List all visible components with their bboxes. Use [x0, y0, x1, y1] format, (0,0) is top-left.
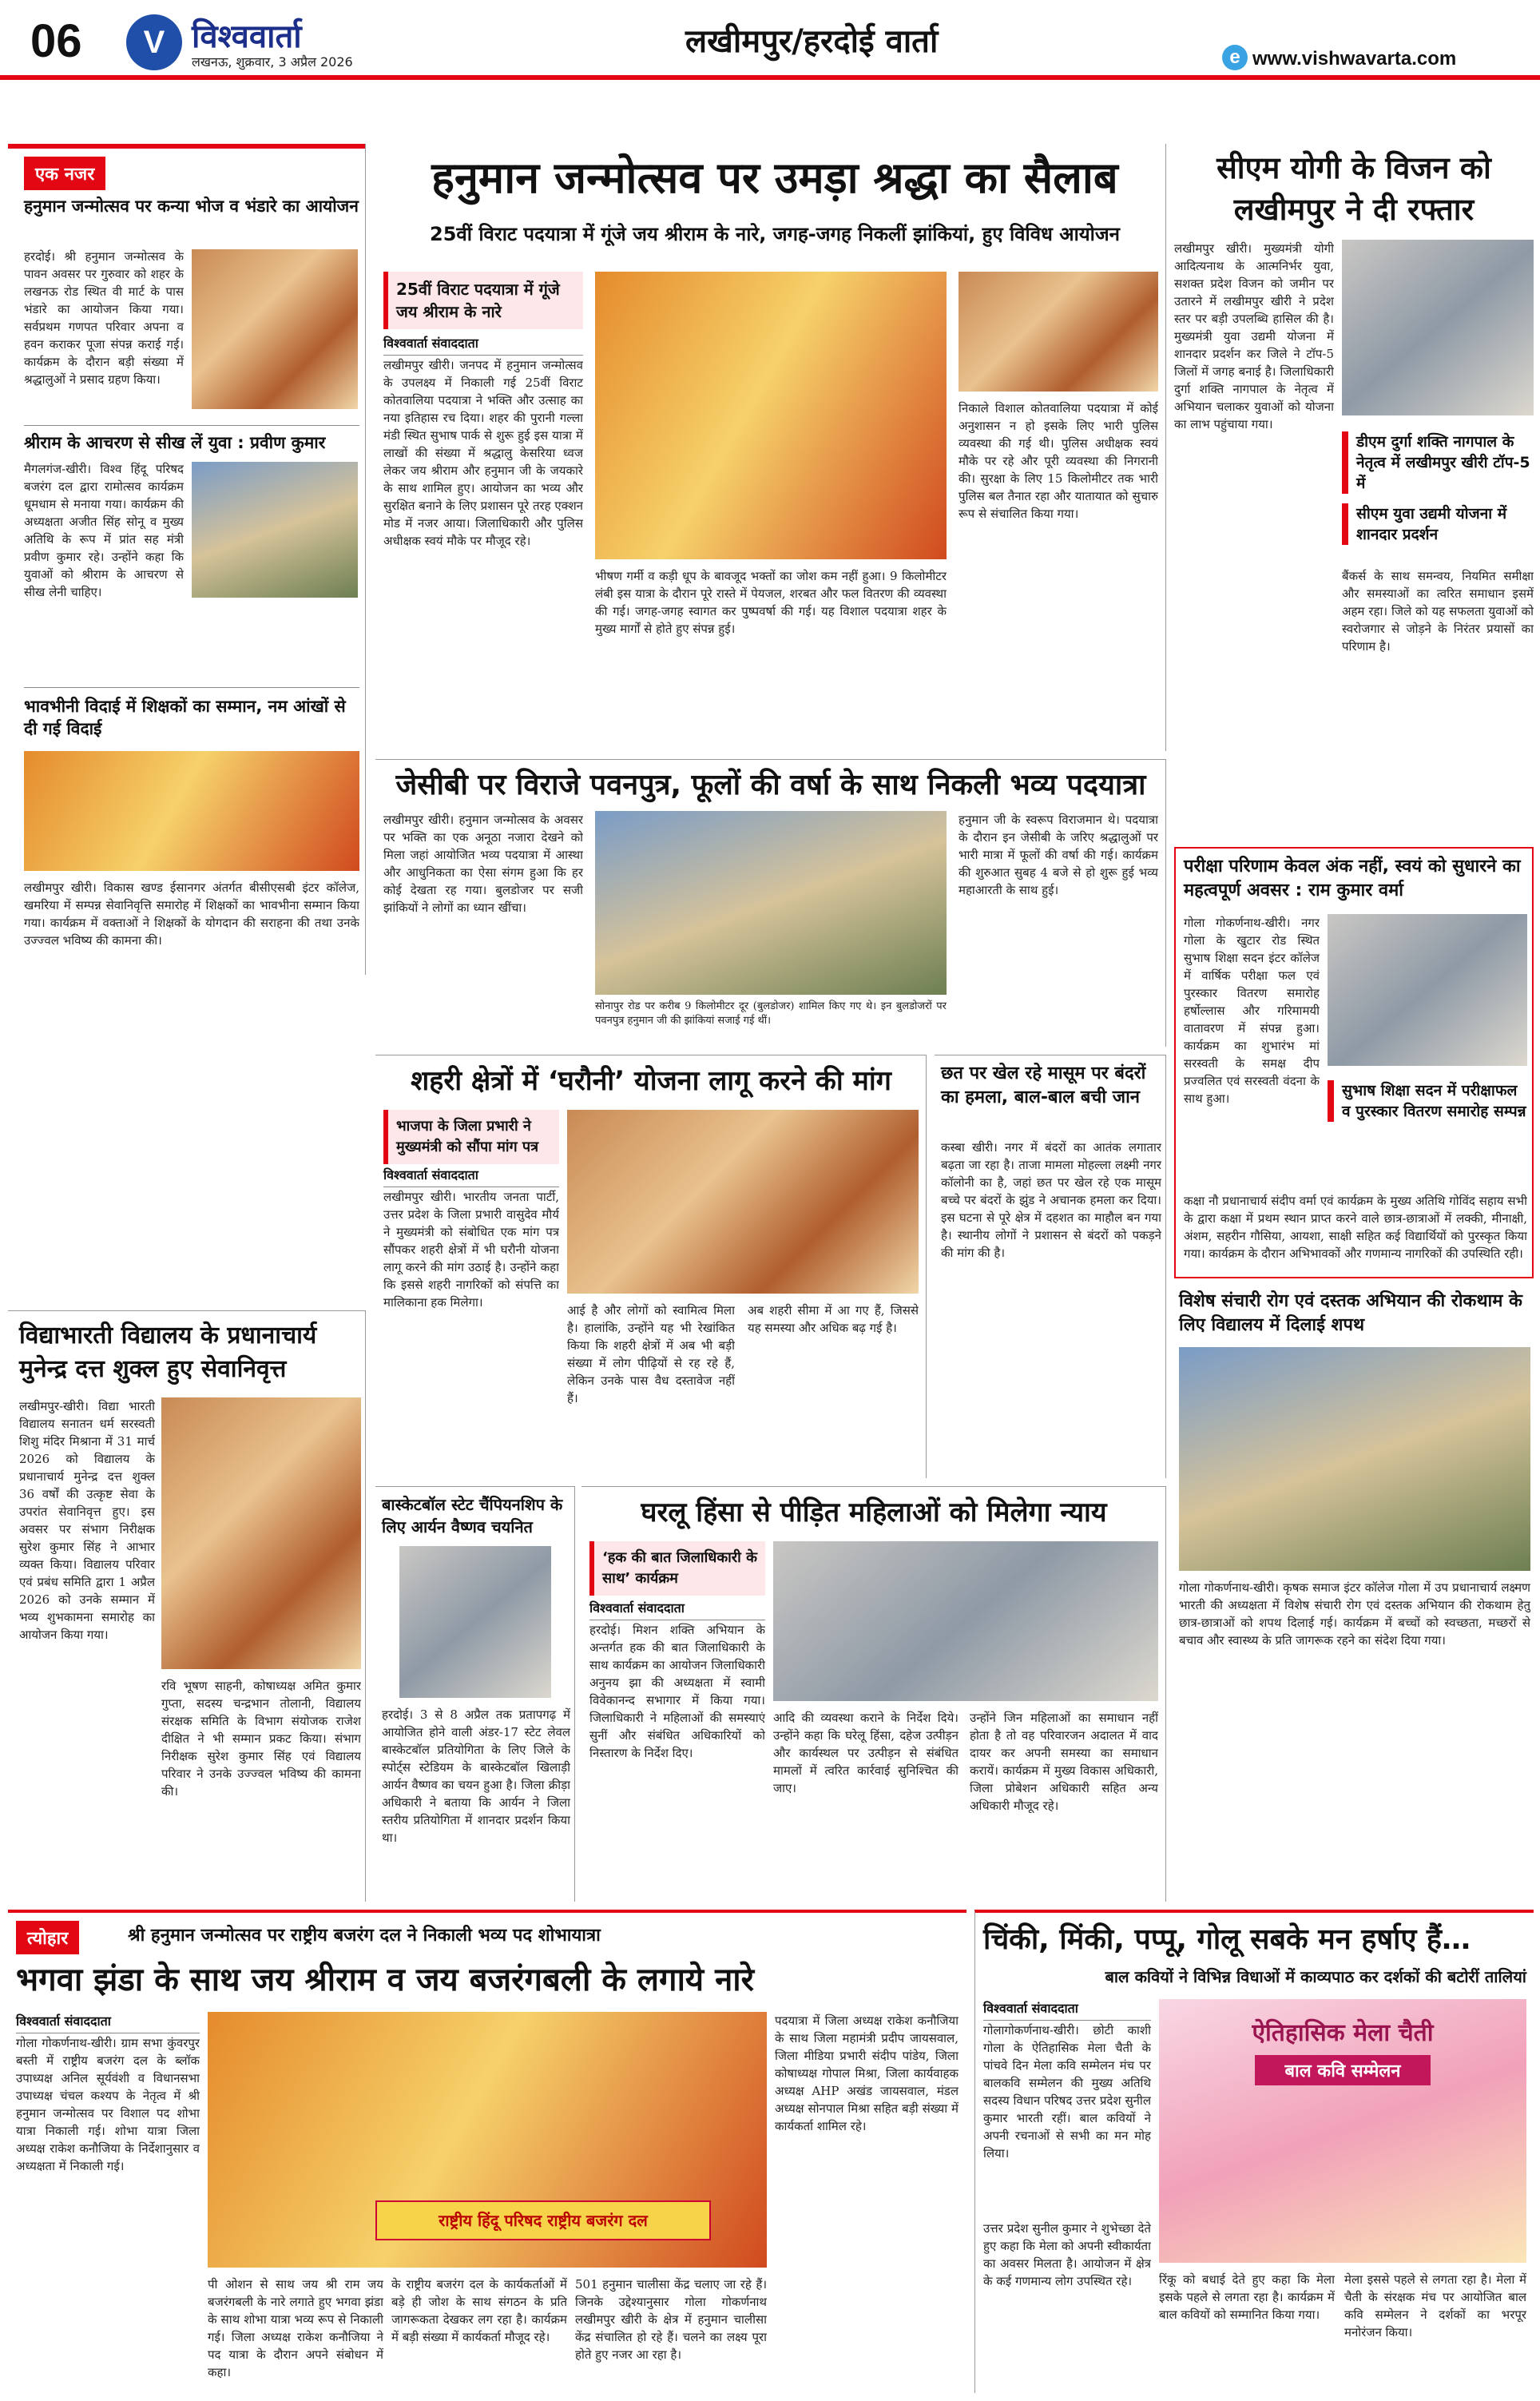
- kavi-headline: चिंकी, मिंकी, पप्पू, गोलू सबके मन हर्षाए हैं…: [983, 1923, 1471, 1956]
- lead-body-3: निकाले विशाल कोतवालिया पदयात्रा में कोई अनुशासन न हो इसके लिए भारी पुलिस व्यवस्था की गई थी। पुलिस अधीक्षक स्वयं मौके पर रहे और पूरी व्यवस्था की निगरानी की। सुरक्षा के लिए 15 किलोमीटर तक भारी पुलिस बल तैनात रहा और यातायात को सुचारु रूप से संचालित किया गया।: [959, 401, 1158, 521]
- tyohar-body-2: पी ओशन से साथ जय श्री राम जय बजरंगबली के नारे लगाते हुए भगवा झंडा के साथ शोभा यात्रा भव्य रूप से निकाली गई। जिला अध्यक्ष राकेश कनौजिया ने पद यात्रा के दौरान अपने संबोधन में कहा।: [208, 2277, 383, 2379]
- pariksha-body: गोला गोकर्णनाथ-खीरी। नगर गोला के खुटार रोड स्थित सुभाष शिक्षा सदन इंटर कॉलेज में वार्षिक परीक्षा फल एवं पुरस्कार वितरण समारोह हर्षोल्लास और गरिमामयी वातावरण में संपन्न हुआ। कार्यक्रम का शुभारंभ मां सरस्वती के समक्ष दीप प्रज्वलित एवं सरस्वती वंदना के साथ हुआ।: [1184, 916, 1320, 1106]
- tyohar-body-5: पदयात्रा में जिला अध्यक्ष राकेश कनौजिया के साथ जिला महामंत्री प्रदीप जायसवाल, जिला मीडिया प्रभारी संदीप पांडेय, जिला कोषाध्यक्ष गोपाल मिश्रा, जिला कार्यवाहक अध्यक्ष AHP अखंड जायसवाल, मंडल अध्यक्ष सोनपाल मिश्रा सहित बड़ी संख्या में कार्यकर्ता शामिल रहे।: [775, 2013, 959, 2133]
- jcb-body: लखीमपुर खीरी। हनुमान जन्मोत्सव के अवसर पर भक्ति का एक अनूठा नजारा देखने को मिला जहां आयोजित भव्य पदयात्रा में आस्था और आधुनिकता का ऐसा संगम हुआ कि हर कोई देखता रह गया। बुलडोजर पर सजी झांकियों ने लोगों का ध्यान खींचा।: [383, 813, 583, 915]
- tyohar-story: [8, 1910, 966, 2393]
- lead-callout: 25वीं विराट पदयात्रा में गूंजे जय श्रीराम के नारे: [383, 272, 583, 329]
- gharauni-story: [375, 1055, 927, 1478]
- brief-2-photo: [192, 462, 358, 598]
- gharelu-byline: विश्ववार्ता संवाददाता: [589, 1599, 765, 1620]
- brand-name: विश्ववार्ता: [192, 18, 302, 55]
- gharelu-callout: ‘हक की बात जिलाधिकारी के साथ’ कार्यक्रम: [589, 1541, 765, 1596]
- athlete-portrait: [399, 1546, 551, 1698]
- lead-body: लखीमपुर खीरी। जनपद में हनुमान जन्मोत्सव के उपलक्ष्य में निकाली गई 25वीं विराट कोतवालिया पदयात्रा ने भक्ति और उत्साह का नया इतिहास रच दिया। शहर की पुरानी गल्ला मंडी स्थित सुभाष पार्क से शुरू हुई इस यात्रा में लाखों की संख्या में श्रद्धालु केसरिया ध्वज लेकर जय श्रीराम और हनुमान जी के जयकारे के साथ शामिल हुए। आयोजन का भव्य और सुरक्षित बनाने के लिए प्रशासन पूरे तरह एक्शन मोड में नजर आया। जिलाधिकारी और पुलिस अधीक्षक स्वयं मौके पर मौजूद रहे।: [383, 358, 583, 548]
- mela-banner-title: ऐतिहासिक मेला चैती: [1252, 2019, 1434, 2047]
- brand-logo: V: [126, 14, 182, 70]
- gharauni-callout: भाजपा के जिला प्रभारी ने मुख्यमंत्री को सौंपा मांग पत्र: [383, 1110, 559, 1164]
- brief-2-headline: श्रीराम के आचरण से सीख लें युवा : प्रवीण कुमार: [24, 433, 326, 452]
- vidyabharati-story: [8, 1310, 366, 1902]
- pariksha-headline: परीक्षा परिणाम केवल अंक नहीं, स्वयं को सुधारने का महत्वपूर्ण अवसर : राम कुमार वर्मा: [1184, 857, 1521, 900]
- tyohar-body-4: 501 हनुमान चालीसा केंद्र चलाए जा रहे हैं। जिनके उद्देश्यानुसार गोला गोकर्णनाथ लखीमपुर खीरी के क्षेत्र में हनुमान चालीसा केंद्र संचालित हो रहे हैं। चलने का लक्ष्य पूरा होते हुए नजर आ रहा है।: [575, 2277, 767, 2362]
- yogi-bullet-2: सीएम युवा उद्यमी योजना में शानदार प्रदर्शन: [1342, 503, 1534, 545]
- gharauni-body: लखीमपुर खीरी। भारतीय जनता पार्टी, उत्तर प्रदेश के जिला प्रभारी वासुदेव मौर्य ने मुख्यमंत्री को संबोधित एक मांग पत्र सौंपकर शहरी क्षेत्रों में भी घरौनी योजना लागू करने की मांग उठाई है। उन्होंने कहा कि इससे शहरी नागरिकों को संपत्ति का मालिकाना हक मिलेगा।: [383, 1190, 559, 1310]
- vidyabharati-photo: [161, 1397, 361, 1669]
- vishesh-body: गोला गोकर्णनाथ-खीरी। कृषक समाज इंटर कॉलेज गोला में उप प्रधानाचार्य लक्ष्मण भारती की अध्यक्षता में विशेष संचारी रोग एवं दस्तक अभियान की रोकथाम हेतु छात्र-छात्राओं को शपथ दिलाई गई। कार्यक्रम में बच्चों को स्वच्छता, मच्छरों से बचाव और स्वास्थ्य के प्रति जागरूक रहने का संदेश दिया गया।: [1179, 1580, 1530, 1648]
- ek-nazar-tag: एक नजर: [24, 157, 105, 190]
- jcb-caption: सोनापुर रोड पर करीब 9 किलोमीटर दूर (बुलडोजर) शामिल किए गए थे। इन बुलडोजरों पर पवनपुत्र हनुमान जी की झांकियां सजाई गई थीं।: [595, 1000, 947, 1027]
- basketball-story: [375, 1486, 575, 1902]
- jcb-photo: [595, 811, 947, 995]
- chhat-body: कस्बा खीरी। नगर में बंदरों का आतंक लगातार बढ़ता जा रहा है। ताजा मामला मोहल्ला लक्ष्मी नगर कॉलोनी का है, जहां छत पर खेल रहे एक मासूम बच्चे पर बंदरों के झुंड ने अचानक हमला कर दिया। इस घटना से पूरे क्षेत्र में दहशत का माहौल बन गया है। स्थानीय लोगों ने प्रशासन से बंदरों को पकड़ने की मांग की है।: [941, 1140, 1161, 1260]
- pariksha-photo: [1328, 914, 1527, 1066]
- gharauni-body-2: आई है और लोगों को स्वामित्व मिला है। हालांकि, उन्होंने यह भी रेखांकित किया कि शहरी क्षेत्रों में अब भी बड़ी संख्या में लोग पीढ़ियों से रह रहे हैं, लेकिन उनके पास वैध दस्तावेज नहीं हैं।: [567, 1303, 735, 1405]
- kavi-body: गोलागोकर्णनाथ-खीरी। छोटी काशी गोला के ऐतिहासिक मेला चैती के पांचवे दिन मेला कवि सम्मेलन मंच पर बालकवि सम्मेलन की मुख्य अतिथि सदस्य विधान परिषद उत्तर प्रदेश सुनील कुमार भारती रहीं। बाल कवियों ने अपनी रचनाओं से सभी का मन मोह लिया।: [983, 2023, 1151, 2161]
- kavi-body-2: उत्तर प्रदेश सुनील कुमार ने शुभेच्छा देते हुए कहा कि मेला को अपनी स्वीकार्यता का अवसर मिलता है। आयोजन में क्षेत्र के कई गणमान्य लोग उपस्थित रहे।: [983, 2221, 1151, 2288]
- tyohar-banner: राष्ट्रीय हिंदू परिषद राष्ट्रीय बजरंग दल: [375, 2200, 711, 2240]
- kavi-byline: विश्ववार्ता संवाददाता: [983, 1999, 1151, 2021]
- yogi-body: लखीमपुर खीरी। मुख्यमंत्री योगी आदित्यनाथ के आत्मनिर्भर युवा, सशक्त प्रदेश विजन को जमीन पर उतारने में लखीमपुर खीरी ने प्रदेश स्तर पर बड़ी उपलब्धि हासिल की है। मुख्यमंत्री युवा उद्यमी योजना में शानदार प्रदर्शन कर जिले ने टॉप-5 जिलों में जगह बनाई है। जिलाधिकारी दुर्गा शक्ति नागपाल के नेतृत्व में अभियान चलाकर युवाओं को योजना का लाभ पहुंचाया गया।: [1174, 241, 1334, 431]
- basketball-headline: बास्केटबॉल स्टेट चैंपियनशिप के लिए आर्यन वैष्णव चयनित: [382, 1495, 563, 1536]
- tyohar-headline: भगवा झंडा के साथ जय श्रीराम व जय बजरंगबली के लगाये नारे: [16, 1962, 754, 1998]
- pariksha-bullet: सुभाष शिक्षा सदन में परीक्षाफल व पुरस्कार वितरण समारोह सम्पन्न: [1328, 1080, 1527, 1122]
- tyohar-kicker: श्री हनुमान जन्मोत्सव पर राष्ट्रीय बजरंग दल ने निकाली भव्य पद शोभायात्रा: [128, 1926, 601, 1946]
- kavi-body-3: रिंकू को बधाई देते हुए कहा कि मेला इसके पहले से लगता रहा है। कार्यक्रम में बाल कवियों को सम्मानित किया गया।: [1159, 2272, 1335, 2322]
- page-number: 06: [30, 15, 82, 67]
- tyohar-tag: त्योहार: [16, 1921, 79, 1954]
- gharauni-photo: [567, 1110, 919, 1294]
- dm-portrait: [1342, 240, 1534, 415]
- tyohar-byline: विश्ववार्ता संवाददाता: [16, 2012, 200, 2033]
- brief-1-photo: [192, 249, 358, 409]
- gharelu-body-2: आदि की व्यवस्था कराने के निर्देश दिये। उन्होंने कहा कि घरेलू हिंसा, दहेज उत्पीड़न और कार्यस्थल पर उत्पीड़न से संबंधित मामलों में त्वरित कार्रवाई सुनिश्चित की जाए।: [773, 1711, 959, 1795]
- brief-3-body: लखीमपुर खीरी। विकास खण्ड ईसानगर अंतर्गत बीसीएसबी इंटर कॉलेज, खमरिया में सम्पन्न सेवानिवृत्ति समारोह में शिक्षकों का भावभीना सम्मान किया गया। कार्यक्रम में वक्ताओं ने शिक्षकों के योगदान की सराहना की तथा उनके उज्ज्वल भविष्य की कामना की।: [24, 880, 359, 948]
- chhat-headline: छत पर खेल रहे मासूम पर बंदरों का हमला, बाल-बाल बची जान: [941, 1063, 1146, 1107]
- lead-headline: हनुमान जन्मोत्सव पर उमड़ा श्रद्धा का सैलाब: [431, 153, 1118, 203]
- basketball-body: हरदोई। 3 से 8 अप्रैल तक प्रतापगढ़ में आयोजित होने वाली अंडर-17 स्टेट लेवल बास्केटबॉल प्रतियोगिता के लिए जिले के स्पोर्ट्स स्टेडियम के बास्केटबॉल खिलाड़ी आर्यन वैष्णव का चयन हुआ है। जिला क्रीड़ा अधिकारी ने बताया कि आर्यन ने जिला स्तरीय प्रतियोगिता में शानदार प्रदर्शन किया था।: [382, 1707, 570, 1845]
- yogi-body-2: बैंकर्स के साथ समन्वय, नियमित समीक्षा और समस्याओं का त्वरित समाधान इसमें अहम रहा। जिले को यह सफलता युवाओं को स्वरोजगार से जोड़ने के निरंतर प्रयासों का परिणाम है।: [1342, 569, 1534, 654]
- brief-3-photo: [24, 751, 359, 871]
- jcb-body-2: हनुमान जी के स्वरूप विराजमान थे। पदयात्रा के दौरान इन जेसीबी के जरिए श्रद्धालुओं पर भारी मात्रा में फूलों की वर्षा की गई। कार्यक्रम की शुरुआत सुबह 4 बजे से हो शुरू हुई भव्य महाआरती के साथ हुई।: [959, 813, 1158, 897]
- brief-3-headline: भावभीनी विदाई में शिक्षकों का सम्मान, नम आंखों से दी गई विदाई: [24, 697, 346, 738]
- vishesh-story: [1174, 1286, 1534, 1718]
- kavi-body-4: मेला इससे पहले से लगता रहा है। मेला में चैती के संरक्षक मंच पर आयोजित बाल कवि सम्मेलन ने दर्शकों का भरपूर मनोरंजन किया।: [1344, 2272, 1526, 2339]
- masthead: [0, 0, 1540, 80]
- brief-2-body: मैगलगंज-खीरी। विश्व हिंदू परिषद बजरंग दल द्वारा रामोत्सव कार्यक्रम धूमधाम से मनाया गया। कार्यक्रम की अध्यक्षता अजीत सिंह सोनू व मुख्य अतिथि के रूप में प्रांत सह मंत्री प्रवीण कुमार रहे। उन्होंने कहा कि युवाओं को श्रीराम के आचरण से सीख लेनी चाहिए।: [24, 462, 184, 599]
- tyohar-body: गोला गोकर्णनाथ-खीरी। ग्राम सभा कुंवरपुर बस्ती में राष्ट्रीय बजरंग दल के ब्लॉक उपाध्यक्ष अनिल सूर्यवंशी व विधानसभा उपाध्यक्ष चंचल कश्यप के नेतृत्व में श्री हनुमान जन्मोत्सव पर विशाल पद शोभा यात्रा निकाली गई। शोभा यात्रा जिला अध्यक्ष राकेश कनौजिया के निर्देशानुसार व अध्यक्षता में निकाली गई।: [16, 2036, 200, 2173]
- browser-icon: e: [1222, 45, 1248, 70]
- dateline: लखनऊ, शुक्रवार, 3 अप्रैल 2026: [192, 54, 353, 70]
- gharelu-headline: घरलू हिंसा से पीड़ित महिलाओं को मिलेगा न्याय: [641, 1497, 1107, 1528]
- vidyabharati-body-2: रवि भूषण साहनी, कोषाध्यक्ष अमित कुमार गुप्ता, सदस्य चन्द्रभान तोलानी, विद्यालय संरक्षक समिति के विभाग संयोजक राजेश दीक्षित ने भी सम्मान प्रकट किया। संभाग निरीक्षक सुरेश कुमार सिंह एवं विद्यालय परिवार ने उनके उज्ज्वल भविष्य की कामना की।: [161, 1679, 361, 1799]
- yogi-bullet-1: डीएम दुर्गा शक्ति नागपाल के नेतृत्व में लखीमपुर खीरी टॉप-5 में: [1342, 431, 1534, 494]
- brief-1-body: हरदोई। श्री हनुमान जन्मोत्सव के पावन अवसर पर गुरुवार को शहर के लखनऊ रोड स्थित वी मार्ट के पास भंडारे का आयोजन किया गया। सर्वप्रथम गणपत परिवार अपना व हवन कराकर पूजा संपन्न कराई गई। कार्यक्रम के दौरान बड़ी संख्या में श्रद्धालुओं ने प्रसाद ग्रहण किया।: [24, 249, 184, 387]
- jcb-headline: जेसीबी पर विराजे पवनपुत्र, फूलों की वर्षा के साथ निकली भव्य पदयात्रा: [395, 769, 1146, 801]
- lead-photo-2: [959, 272, 1158, 392]
- lead-subhead: 25वीं विराट पदयात्रा में गूंजे जय श्रीराम के नारे, जगह-जगह निकलीं झांकियां, हुए विविध आयोजन: [430, 223, 1120, 245]
- gharelu-body-3: उन्होंने जिन महिलाओं का समाधान नहीं होता है तो वह परिवारजन अदालत में वाद दायर कर अपनी समस्या का समाधान करायें। कार्यक्रम में मुख्य विकास अधिकारी, जिला प्रोबेशन अधिकारी सहित अन्य अधिकारी मौजूद रहे।: [970, 1711, 1158, 1813]
- vidyabharati-headline: विद्याभारती विद्यालय के प्रधानाचार्य मुनेन्द्र दत्त शुक्ल हुए सेवानिवृत्त: [19, 1322, 317, 1383]
- vidyabharati-body: लखीमपुर-खीरी। विद्या भारती विद्यालय सनातन धर्म सरस्वती शिशु मंदिर मिश्राना में 31 मार्च 2026 को विद्यालय के प्रधानाचार्य मुनेन्द्र दत्त शुक्ल 36 वर्षों की उत्कृष्ट सेवा के उपरांत सेवानिवृत्त हुए। इस अवसर पर संभाग निरीक्षक सुरेश कुमार सिंह ने आभार व्यक्त किया। विद्यालय परिवार एवं प्रबंध समिति द्वारा 1 अप्रैल 2026 को उनके सम्मान में भव्य शुभकामना समारोह का आयोजन किया गया।: [19, 1399, 155, 1642]
- jcb-story: [375, 759, 1166, 1047]
- section-title: लखीमपुर/हरदोई वार्ता: [685, 23, 939, 60]
- brief-1-headline: हनुमान जन्मोत्सव पर कन्या भोज व भंडारे का आयोजन: [24, 197, 359, 216]
- vishesh-photo: [1179, 1347, 1530, 1571]
- gharauni-byline: विश्ववार्ता संवाददाता: [383, 1166, 559, 1187]
- lead-body-2: भीषण गर्मी व कड़ी धूप के बावजूद भक्तों का जोश कम नहीं हुआ। 9 किलोमीटर लंबी इस यात्रा के दौरान पूरे रास्ते में पेयजल, शरबत और फल वितरण की व्यवस्था की गई। जगह-जगह स्वागत कर पुष्पवर्षा की गई। यह विशाल पदयात्रा शहर के मुख्य मार्गों से होते हुए संपन्न हुई।: [595, 569, 947, 636]
- tyohar-body-3: के राष्ट्रीय बजरंग दल के कार्यकर्ताओं में बड़े ही जोश के साथ संगठन के प्रति जागरूकता देखकर लग रहा है। कार्यक्रम में बड़ी संख्या में कार्यकर्ता मौजूद रहे।: [391, 2277, 567, 2344]
- gharelu-story: [581, 1486, 1166, 1902]
- pariksha-story: [1174, 847, 1534, 1278]
- kavi-photo: [1159, 1999, 1526, 2263]
- gharelu-body: हरदोई। मिशन शक्ति अभियान के अन्तर्गत हक की बात जिलाधिकारी के साथ कार्यक्रम का आयोजन जिलाधिकारी अनुनय झा की अध्यक्षता में स्वामी विवेकानन्द सभागार में किया गया। जिलाधिकारी ने महिलाओं की समस्याएं सुनीं और संबंधित अधिकारियों को निस्तारण के निर्देश दिए।: [589, 1623, 765, 1760]
- mela-banner-sub: बाल कवि सम्मेलन: [1255, 2055, 1431, 2085]
- pariksha-body-2: कक्षा नौ प्रधानाचार्य संदीप वर्मा एवं कार्यक्रम के मुख्य अतिथि गोविंद सहाय सभी के द्वारा कक्षा में प्रथम स्थान प्राप्त करने वाले छात्र-छात्राओं में लक्की, मीनाक्षी, अंशम, सहरीन गौसिया, आयशा, साक्षी सहित कई विद्यार्थियों को पुरस्कृत किया गया। कार्यक्रम के दौरान अभिभावकों और गणमान्य नागरिकों की उपस्थिति रही।: [1184, 1194, 1527, 1261]
- vishesh-headline: विशेष संचारी रोग एवं दस्तक अभियान की रोकथाम के लिए विद्यालय में दिलाई शपथ: [1179, 1291, 1522, 1335]
- lead-photo: [595, 272, 947, 559]
- gharelu-photo: [773, 1541, 1158, 1701]
- yogi-headline: सीएम योगी के विजन को लखीमपुर ने दी रफ्तार: [1217, 150, 1491, 227]
- lead-story: [375, 144, 1166, 751]
- gharauni-body-3: अब शहरी सीमा में आ गए हैं, जिससे यह समस्या और अधिक बढ़ गई है।: [748, 1303, 919, 1335]
- website-link[interactable]: www.vishwavarta.com: [1252, 48, 1457, 70]
- yogi-story: [1174, 144, 1534, 839]
- gharauni-headline: शहरी क्षेत्रों में ‘घरौनी’ योजना लागू करने की मांग: [411, 1065, 891, 1097]
- kavi-story: [974, 1910, 1534, 2393]
- chhat-story: [935, 1055, 1166, 1478]
- kavi-subhead: बाल कवियों ने विभिन्न विधाओं में काव्यपाठ कर दर्शकों की बटोरीं तालियां: [1105, 1967, 1526, 1986]
- ek-nazar-column: [8, 144, 366, 975]
- lead-byline: विश्ववार्ता संवाददाता: [383, 334, 583, 356]
